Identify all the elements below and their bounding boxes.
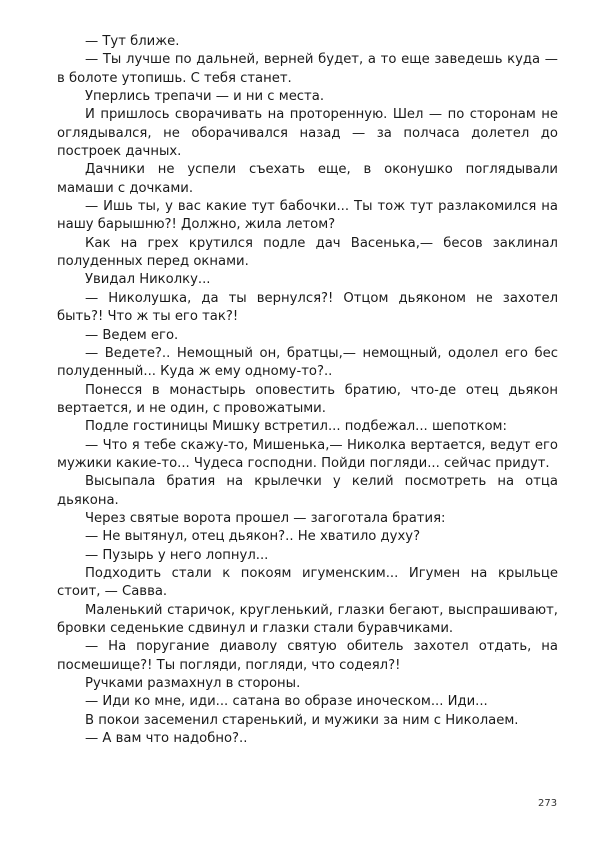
paragraph: — Пузырь у него лопнул... xyxy=(85,547,269,563)
paragraph: Ручками размахнул в стороны. xyxy=(85,676,301,692)
paragraph: Увидал Николку... xyxy=(85,272,211,288)
paragraph: И пришлось сворачивать на проторенную. Шел — по сторонам не оглядывался, не оборачивался назад — за полчаса долетел до построек дачных. xyxy=(57,107,558,160)
paragraph: Как на грех крутился подле дач Васенька,— бесов заклинал полуденных перед окнами. xyxy=(57,235,558,270)
paragraph: Маленький старичок, кругленький, глазки бегают, выспрашивают, бровки седенькие сдвинул и глазки стали буравчиками. xyxy=(57,602,558,636)
paragraph: Дачники не успели съехать еще, в оконушко поглядывали мамаши с дочками. xyxy=(57,162,558,196)
paragraph: — Тут ближе. xyxy=(85,34,180,49)
paragraph: — Ишь ты, у вас какие тут бабочки... Ты тож тут разлакомился на нашу барышню?! Должно, жила летом? xyxy=(57,199,558,233)
page-number: 273 xyxy=(538,798,558,809)
page-body-text xyxy=(57,33,558,748)
paragraph: — Что я тебе скажу-то, Мишенька,— Николка вертается, ведут его мужики какие-то... Чудеса господни. Пойди погляди... сейчас придут. xyxy=(57,437,558,471)
paragraph: — Ведете?.. Немощный он, братцы,— немощный, одолел его бес полуденный... Куда ж ему одному-то?.. xyxy=(57,345,558,380)
paragraph: Уперлись трепачи — и ни с места. xyxy=(85,89,325,105)
paragraph: В покои засеменил старенький, и мужики за ним с Николаем. xyxy=(85,712,519,728)
paragraph: Высыпала братия на крылечки у келий посмотреть на отца дьякона. xyxy=(57,474,558,508)
paragraph: — Ты лучше по дальней, верней будет, а то еще заведешь куда — в болоте утопишь. С тебя станет. xyxy=(57,52,558,86)
paragraph: — Ведем его. xyxy=(85,327,179,343)
paragraph: Подходить стали к покоям игуменским... Игумен на крыльце стоит, — Савва. xyxy=(57,565,558,600)
paragraph: Через святые ворота прошел — загоготала братия: xyxy=(85,510,446,526)
paragraph: — Иди ко мне, иди... сатана во образе иноческом... Иди... xyxy=(85,694,488,710)
paragraph: — Николушка, да ты вернулся?! Отцом дьяконом не захотел быть?! Что ж ты его так?! xyxy=(57,290,558,325)
paragraph: — На поругание диаволу святую обитель захотел отдать, на посмешище?! Ты погляди, погляди, что содеял?! xyxy=(57,639,558,673)
paragraph: — А вам что надобно?.. xyxy=(85,731,248,747)
paragraph: Понесся в монастырь оповестить братию, что-де отец дьякон вертается, и не один, с провожатыми. xyxy=(57,382,558,416)
paragraph: — Не вытянул, отец дьякон?.. Не хватило духу? xyxy=(85,529,421,545)
paragraph: Подле гостиницы Мишку встретил... подбежал... шепотком: xyxy=(85,419,507,435)
